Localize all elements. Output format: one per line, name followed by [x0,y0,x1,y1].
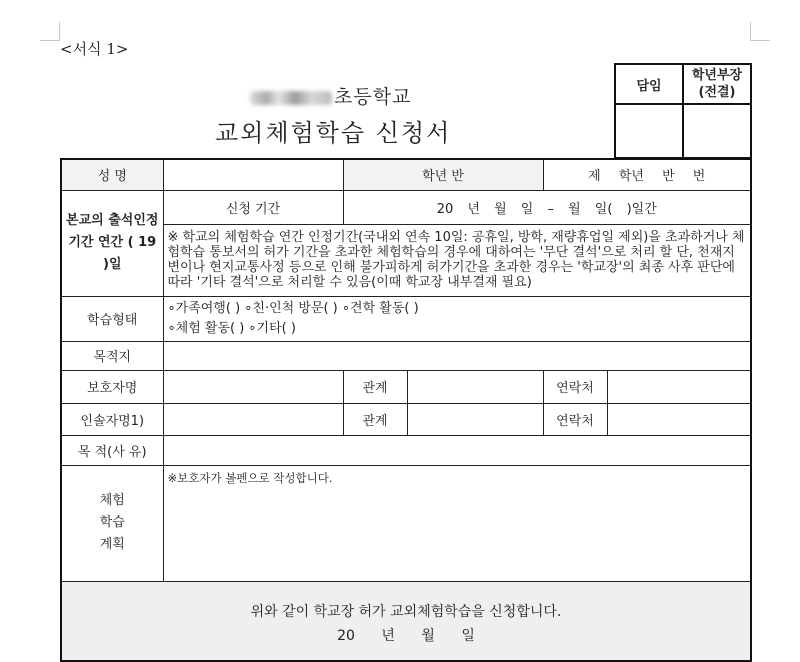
leader-label: 인솔자명1) [61,403,163,435]
crop-mark-top-right-h [750,40,770,41]
contact-field[interactable] [607,370,751,403]
type-label: 학습형태 [61,296,163,341]
form-code: <서식 1> [60,40,129,58]
destination-label: 목적지 [61,341,163,370]
homeroom-sign-cell[interactable] [615,104,683,158]
guardian-label: 보호자명 [61,370,163,403]
statement-area [61,581,751,661]
name-field[interactable] [163,159,343,190]
type-line-2[interactable]: ∘체험 활동( ) ∘기타( ) [167,320,296,336]
plan-label-2: 학습 [99,515,125,530]
school-suffix: 초등학교 [334,86,412,108]
relation-field[interactable] [407,370,543,403]
name-label: 성 명 [61,159,163,190]
homeroom-label: 담임 [615,64,683,104]
relation-label: 관계 [343,370,407,403]
crop-mark-top-right-v [750,22,751,41]
redacted-school-name [250,91,332,105]
destination-field[interactable] [163,341,751,370]
leader-relation-label: 관계 [343,403,407,435]
statement-text: 위와 같이 학교장 허가 교외체험학습을 신청합니다. [250,603,562,620]
contact-label: 연락처 [543,370,607,403]
leader-field[interactable] [163,403,343,435]
crop-mark-top-left-h [40,40,60,41]
leader-relation-field[interactable] [407,403,543,435]
plan-label [61,465,163,581]
type-options[interactable] [163,296,751,341]
apply-period-value[interactable]: 20 년 월 일 – 월 일( )일간 [343,190,751,224]
approval-box [614,63,752,159]
class-label: 학년 반 [343,159,543,190]
grade-head-label: 학년부장 (전결) [683,64,751,104]
school-name [250,82,411,109]
purpose-field[interactable] [163,435,751,465]
plan-field[interactable] [163,465,751,581]
class-value[interactable]: 제 학년 반 번 [543,159,751,190]
statement-date[interactable]: 20 년 월 일 [337,627,475,644]
apply-period-label: 신청 기간 [163,190,343,224]
leader-contact-label: 연락처 [543,403,607,435]
page-title: 교외체험학습 신청서 [215,119,452,147]
leader-contact-field[interactable] [607,403,751,435]
type-line-1[interactable]: ∘가족여행( ) ∘친·인척 방문( ) ∘견학 활동( ) [167,300,419,316]
plan-label-1: 체험 [99,493,125,508]
application-table [60,158,752,662]
notice-text: ※ 학교의 체험학습 연간 인정기간(국내외 연속 10일: 공휴일, 방학, 재량휴업일 제외)을 초과하거나 체험학습 통보서의 허가 기간을 초과한 체험학습의 경우에 대하여는 '무단 결석'으로 처리 할 단, 천재지변이나 현지교통사정 등으로 인해 불가피하게 허가기간을 초과한 경우는 '학교장'의 최종 사후 판단에 따라 '기타 결석'으로 처리할 수 있음(이때 학교장 내부결재 필요) [163,224,751,296]
purpose-label: 목 적(사 유) [61,435,163,465]
grade-head-sign-cell[interactable] [683,104,751,158]
attendance-period-label: 본교의 출석인정 기간 연간 ( 19 )일 [61,190,163,296]
plan-note: ※보호자가 볼펜으로 작성합니다. [167,470,333,485]
plan-label-3: 계획 [99,537,125,552]
guardian-field[interactable] [163,370,343,403]
